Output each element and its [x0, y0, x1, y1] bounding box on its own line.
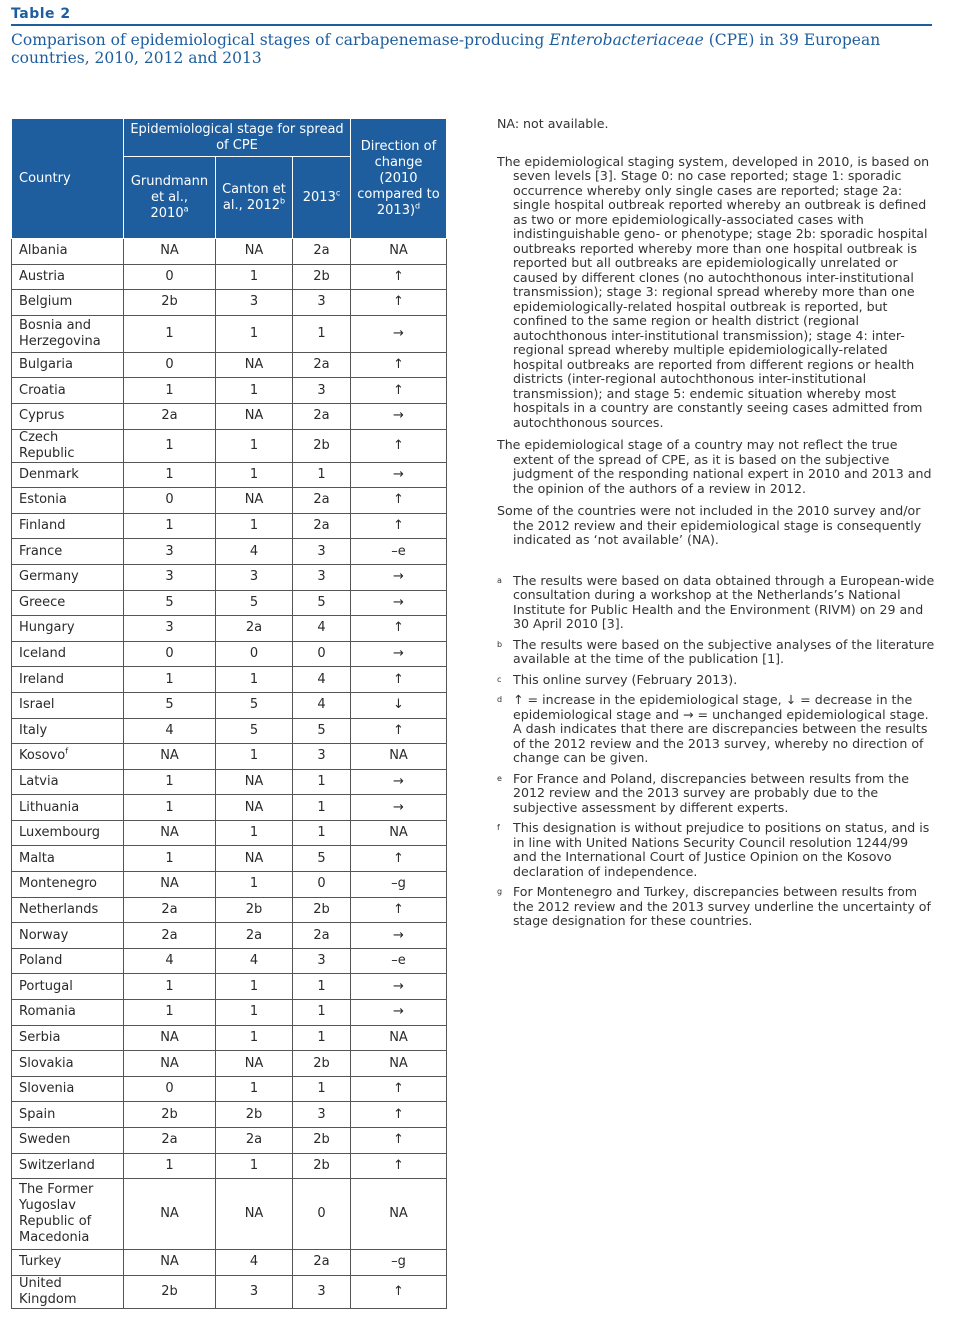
table-row — [12, 239, 447, 265]
title-rule — [11, 24, 932, 26]
footnote-mark: f — [497, 823, 500, 832]
cell-2013: 3 — [293, 948, 351, 974]
cell-grundmann: 4 — [124, 948, 216, 974]
table-row — [12, 923, 447, 949]
cell-2013: 3 — [293, 378, 351, 404]
cell-direction: ↑ — [351, 846, 447, 872]
cell-country: Greece — [12, 590, 124, 616]
cell-grundmann: 1 — [124, 974, 216, 1000]
cell-grundmann: 2b — [124, 1102, 216, 1128]
cell-direction: ↑ — [351, 1153, 447, 1179]
header-2013: 2013$^c$ — [293, 157, 351, 239]
table-row — [12, 1250, 447, 1276]
cell-grundmann: 1 — [124, 462, 216, 488]
cell-2013: 3 — [293, 564, 351, 590]
cell-country: Germany — [12, 564, 124, 590]
cell-grundmann: 3 — [124, 539, 216, 565]
table-row — [12, 352, 447, 378]
cell-country: Estonia — [12, 488, 124, 514]
cell-direction: –e — [351, 539, 447, 565]
table-row — [12, 264, 447, 290]
cell-country: Czech Republic — [12, 429, 124, 462]
cell-country: Latvia — [12, 769, 124, 795]
cell-grundmann: 1 — [124, 1000, 216, 1026]
table-row — [12, 744, 447, 770]
cell-grundmann: 2a — [124, 923, 216, 949]
cell-canton: 1 — [216, 744, 293, 770]
cell-country: Turkey — [12, 1250, 124, 1276]
table-row — [12, 820, 447, 846]
cell-grundmann: 4 — [124, 718, 216, 744]
footnote-b — [497, 638, 935, 667]
cell-grundmann: NA — [124, 1250, 216, 1276]
cell-direction: NA — [351, 744, 447, 770]
cell-2013: 3 — [293, 1275, 351, 1308]
table-label: Table 2 — [11, 6, 71, 22]
cell-canton: 2a — [216, 616, 293, 642]
cell-2013: 1 — [293, 315, 351, 352]
cell-country: Sweden — [12, 1128, 124, 1154]
table-row — [12, 590, 447, 616]
cell-country: France — [12, 539, 124, 565]
table-row — [12, 641, 447, 667]
cell-grundmann: 0 — [124, 488, 216, 514]
cell-grundmann: NA — [124, 820, 216, 846]
cell-country: United Kingdom — [12, 1275, 124, 1308]
cell-canton: 1 — [216, 378, 293, 404]
table-row — [12, 1179, 447, 1250]
cell-2013: 2b — [293, 1128, 351, 1154]
cell-grundmann: 0 — [124, 1076, 216, 1102]
note-staging-system: The epidemiological staging system, developed in 2010, is based on seven levels [3]. Stage 0: no case reported; stage 1: sporadic occurrence whereby only single cases are reported; stage 2a: single hospital outbreak reported whereby an outbreak is defined as two or more epidemiologically-associated cases with indistinguishable geno- or phenotype; stage 2b: sporadic hospital outbreaks reported whereby more than one hospital outbreak is reported but all outbreaks are epidemiologically unrelated or caused by different clones (no autochthonous inter-institutional transmission); stage 3: regional spread whereby more than one epidemiologically-related hospital outbreak is reported, but confined to the same region or health district (regional autochthonous inter-institutional transmission); stage 4: inter-regional spread whereby multiple epidemiologically-related hospital outbreaks are reported from different regions or health districts (inter-regional autochthonous inter-institutional transmission); and stage 5: endemic situation whereby most hospitals in a country are constantly seeing cases admitted from autochthonous sources. — [497, 153, 930, 430]
cell-2013: 2a — [293, 488, 351, 514]
cell-direction: ↓ — [351, 692, 447, 718]
cell-grundmann: NA — [124, 1025, 216, 1051]
cell-canton: 0 — [216, 641, 293, 667]
cell-canton: 5 — [216, 718, 293, 744]
cell-2013: 1 — [293, 974, 351, 1000]
cell-country: Lithuania — [12, 795, 124, 821]
cell-direction: ↑ — [351, 429, 447, 462]
cell-2013: 1 — [293, 1000, 351, 1026]
cell-country: Luxembourg — [12, 820, 124, 846]
cell-country: Bosnia and Herzegovina — [12, 315, 124, 352]
table-row — [12, 429, 447, 462]
cell-direction: → — [351, 590, 447, 616]
table-row — [12, 403, 447, 429]
cell-country: Serbia — [12, 1025, 124, 1051]
footnote-text: ↑ = increase in the epidemiological stage, ↓ = decrease in the epidemiological stage and → = unchanged epidemiological stage. A dash indicates that there are discrepancies between the results of the 2012 review and the 2013 survey, whereby no direction of change can be given. — [513, 692, 929, 765]
header-canton: Canton et al., 2012$^b$ — [216, 157, 293, 239]
footnote-text: This online survey (February 2013). — [513, 671, 738, 687]
cell-direction: –e — [351, 948, 447, 974]
cell-direction: ↑ — [351, 488, 447, 514]
cell-2013: 1 — [293, 795, 351, 821]
cell-country: Austria — [12, 264, 124, 290]
cell-direction: –g — [351, 872, 447, 898]
cell-2013: 2a — [293, 403, 351, 429]
cell-canton: NA — [216, 1179, 293, 1250]
cell-canton: 1 — [216, 513, 293, 539]
cell-canton: NA — [216, 846, 293, 872]
table-row — [12, 488, 447, 514]
cell-direction: → — [351, 923, 447, 949]
cell-canton: 5 — [216, 692, 293, 718]
cell-canton: 1 — [216, 667, 293, 693]
table-row — [12, 315, 447, 352]
cell-country: Finland — [12, 513, 124, 539]
cell-grundmann: 1 — [124, 667, 216, 693]
header-grundmann: Grundmann et al., 2010$^a$ — [124, 157, 216, 239]
cell-canton: 1 — [216, 974, 293, 1000]
cell-grundmann: 2b — [124, 1275, 216, 1308]
cell-2013: 2a — [293, 513, 351, 539]
cell-2013: 1 — [293, 1076, 351, 1102]
note-stage-caveat: The epidemiological stage of a country may not reflect the true extent of the spread of CPE, as it is based on the subjective judgment of the responding national expert in 2010 and 2013 and the opinion of the authors of a review in 2012. — [497, 437, 932, 496]
cell-grundmann: 1 — [124, 315, 216, 352]
cell-canton: 1 — [216, 1153, 293, 1179]
table-row — [12, 1076, 447, 1102]
cell-2013: 2a — [293, 239, 351, 265]
cell-direction: NA — [351, 1051, 447, 1077]
cell-grundmann: 3 — [124, 616, 216, 642]
cell-grundmann: 2a — [124, 897, 216, 923]
cell-canton: 5 — [216, 590, 293, 616]
cell-country: Hungary — [12, 616, 124, 642]
cell-2013: 5 — [293, 590, 351, 616]
cell-grundmann: 5 — [124, 692, 216, 718]
cell-direction: ↑ — [351, 378, 447, 404]
cell-country: Belgium — [12, 290, 124, 316]
cell-country: Poland — [12, 948, 124, 974]
cell-country: Slovenia — [12, 1076, 124, 1102]
cell-2013: 1 — [293, 1025, 351, 1051]
cell-direction: NA — [351, 1179, 447, 1250]
cell-direction: NA — [351, 820, 447, 846]
cell-direction: ↑ — [351, 1275, 447, 1308]
cell-grundmann: 1 — [124, 429, 216, 462]
cell-direction: ↑ — [351, 1128, 447, 1154]
footnote-text: The results were based on data obtained through a European-wide consultation during a workshop at the Netherlands’s National Institute for Public Health and the Environment (RIVM) on 29 and 30 April 2010 [3]. — [513, 572, 935, 631]
cell-grundmann: 5 — [124, 590, 216, 616]
table-row — [12, 948, 447, 974]
cell-direction: ↑ — [351, 718, 447, 744]
cell-direction: ↑ — [351, 264, 447, 290]
table-row — [12, 1275, 447, 1308]
header-direction: Direction of change (2010 compared to 2013)$^d$ — [351, 119, 447, 239]
table-row — [12, 897, 447, 923]
cell-2013: 4 — [293, 616, 351, 642]
cell-direction: → — [351, 462, 447, 488]
cell-country: Montenegro — [12, 872, 124, 898]
footnote-a — [497, 574, 935, 632]
footnote-e — [497, 772, 935, 816]
table-row — [12, 290, 447, 316]
cell-country: Spain — [12, 1102, 124, 1128]
cell-country: Malta — [12, 846, 124, 872]
cell-country: Ireland — [12, 667, 124, 693]
cell-2013: 3 — [293, 1102, 351, 1128]
cell-country: Cyprus — [12, 403, 124, 429]
cell-2013: 5 — [293, 846, 351, 872]
cell-direction: NA — [351, 1025, 447, 1051]
table-row — [12, 378, 447, 404]
cell-grundmann: 1 — [124, 795, 216, 821]
cell-canton: 1 — [216, 315, 293, 352]
cell-grundmann: 0 — [124, 352, 216, 378]
notes-panel — [497, 117, 935, 935]
cell-country: Norway — [12, 923, 124, 949]
cell-country: Croatia — [12, 378, 124, 404]
cell-canton: 2a — [216, 923, 293, 949]
footnote-mark: e — [497, 773, 502, 783]
cell-direction: ↑ — [351, 352, 447, 378]
cell-country: Kosovo$^f$ — [12, 744, 124, 770]
cell-country: Iceland — [12, 641, 124, 667]
cell-grundmann: 0 — [124, 641, 216, 667]
table-row — [12, 1102, 447, 1128]
table-row — [12, 1128, 447, 1154]
cell-grundmann: 0 — [124, 264, 216, 290]
cell-direction: NA — [351, 239, 447, 265]
table-row — [12, 692, 447, 718]
table-body — [12, 239, 447, 1309]
cell-grundmann: 1 — [124, 513, 216, 539]
cell-country: Romania — [12, 1000, 124, 1026]
footnote-text: For France and Poland, discrepancies between results from the 2012 review and the 2013 survey are probably due to the subjective assessment by different experts. — [513, 770, 909, 815]
cell-grundmann: NA — [124, 239, 216, 265]
cell-canton: 1 — [216, 820, 293, 846]
cell-canton: 2b — [216, 1102, 293, 1128]
footnotes — [497, 574, 935, 929]
cell-direction: ↑ — [351, 1076, 447, 1102]
cell-country: Netherlands — [12, 897, 124, 923]
country-footnote-mark: f — [65, 747, 69, 757]
cell-grundmann: 1 — [124, 378, 216, 404]
cell-canton: NA — [216, 403, 293, 429]
footnote-mark: g — [497, 887, 503, 896]
footnote-c — [497, 673, 935, 688]
footnote-mark: d — [497, 695, 503, 704]
cell-canton: 3 — [216, 1275, 293, 1308]
cell-country: Israel — [12, 692, 124, 718]
footnote-mark: a — [497, 575, 502, 585]
cell-canton: 4 — [216, 539, 293, 565]
cell-canton: NA — [216, 795, 293, 821]
footnote-d — [497, 693, 935, 766]
cell-canton: 4 — [216, 1250, 293, 1276]
cell-grundmann: NA — [124, 1051, 216, 1077]
cell-direction: ↑ — [351, 616, 447, 642]
table-row — [12, 1000, 447, 1026]
cell-2013: 2a — [293, 352, 351, 378]
cell-grundmann: 2b — [124, 290, 216, 316]
cell-grundmann: 2a — [124, 1128, 216, 1154]
cell-canton: NA — [216, 1051, 293, 1077]
table-row — [12, 616, 447, 642]
table-row — [12, 769, 447, 795]
cell-2013: 0 — [293, 641, 351, 667]
cell-canton: NA — [216, 769, 293, 795]
table-row — [12, 872, 447, 898]
cell-direction: ↑ — [351, 897, 447, 923]
cell-direction: → — [351, 564, 447, 590]
cell-country: The Former Yugoslav Republic of Macedonia — [12, 1179, 124, 1250]
table-caption: Comparison of epidemiological stages of carbapenemase-producing Enterobacteriaceae (CPE) in 39 European countries, 2010, 2012 and 2013 — [11, 31, 881, 67]
cell-direction: → — [351, 795, 447, 821]
cell-direction: → — [351, 974, 447, 1000]
table-row — [12, 564, 447, 590]
cell-2013: 1 — [293, 769, 351, 795]
cell-grundmann: 1 — [124, 1153, 216, 1179]
footnote-g — [497, 885, 935, 929]
cell-direction: ↑ — [351, 667, 447, 693]
cell-canton: 3 — [216, 290, 293, 316]
cell-2013: 0 — [293, 1179, 351, 1250]
table-row — [12, 795, 447, 821]
table-row — [12, 974, 447, 1000]
cell-grundmann: NA — [124, 1179, 216, 1250]
cell-2013: 4 — [293, 692, 351, 718]
cell-2013: 0 — [293, 872, 351, 898]
table-row — [12, 1051, 447, 1077]
cell-direction: ↑ — [351, 290, 447, 316]
footnote-text: This designation is without prejudice to positions on status, and is in line with United Nations Security Council resolution 1244/99 and the International Court of Justice Opinion on the Kosovo declaration of independence. — [513, 820, 930, 879]
cell-2013: 5 — [293, 718, 351, 744]
cell-canton: 1 — [216, 264, 293, 290]
cell-canton: NA — [216, 488, 293, 514]
cell-direction: → — [351, 641, 447, 667]
cell-2013: 2b — [293, 1153, 351, 1179]
footnote-mark: c — [497, 674, 502, 684]
cell-grundmann: NA — [124, 872, 216, 898]
footnote-mark: b — [497, 639, 503, 649]
cell-grundmann: NA — [124, 744, 216, 770]
cell-2013: 3 — [293, 744, 351, 770]
cell-country: Switzerland — [12, 1153, 124, 1179]
cell-2013: 1 — [293, 462, 351, 488]
cell-2013: 2b — [293, 897, 351, 923]
cell-country: Bulgaria — [12, 352, 124, 378]
footnote-f — [497, 821, 935, 879]
cell-2013: 2b — [293, 1051, 351, 1077]
cell-grundmann: 3 — [124, 564, 216, 590]
cell-country: Portugal — [12, 974, 124, 1000]
note-na: NA: not available. — [497, 116, 609, 131]
table-row — [12, 846, 447, 872]
cell-canton: 3 — [216, 564, 293, 590]
cell-canton: 1 — [216, 429, 293, 462]
table-row — [12, 667, 447, 693]
header-country: Country — [12, 119, 124, 239]
table-row — [12, 539, 447, 565]
footnote-text: The results were based on the subjective analyses of the literature available at the time of the publication [1]. — [513, 636, 935, 666]
cell-direction: → — [351, 403, 447, 429]
cell-canton: 4 — [216, 948, 293, 974]
cell-direction: ↑ — [351, 1102, 447, 1128]
table-row — [12, 1153, 447, 1179]
cell-2013: 3 — [293, 539, 351, 565]
cell-country: Denmark — [12, 462, 124, 488]
cell-country: Slovakia — [12, 1051, 124, 1077]
header-stage-group: Epidemiological stage for spread of CPE — [124, 119, 351, 157]
cell-grundmann: 2a — [124, 403, 216, 429]
cell-canton: 1 — [216, 1025, 293, 1051]
footnote-text: For Montenegro and Turkey, discrepancies between results from the 2012 review and the 2013 survey underline the uncertainty of stage designation for these countries. — [513, 884, 931, 928]
table-row — [12, 718, 447, 744]
cell-canton: NA — [216, 352, 293, 378]
cell-country: Italy — [12, 718, 124, 744]
cell-grundmann: 1 — [124, 769, 216, 795]
cell-direction: → — [351, 315, 447, 352]
cell-direction: ↑ — [351, 513, 447, 539]
cell-direction: → — [351, 769, 447, 795]
cell-2013: 1 — [293, 820, 351, 846]
cell-direction: –g — [351, 1250, 447, 1276]
cell-2013: 2a — [293, 1250, 351, 1276]
cell-canton: 1 — [216, 1076, 293, 1102]
cell-canton: 1 — [216, 1000, 293, 1026]
cell-2013: 2b — [293, 429, 351, 462]
cell-direction: → — [351, 1000, 447, 1026]
cell-canton: NA — [216, 239, 293, 265]
table-row — [12, 1025, 447, 1051]
cell-canton: 1 — [216, 872, 293, 898]
table-row — [12, 462, 447, 488]
cell-2013: 4 — [293, 667, 351, 693]
table-row — [12, 513, 447, 539]
cell-2013: 2a — [293, 923, 351, 949]
cell-canton: 1 — [216, 462, 293, 488]
cell-2013: 3 — [293, 290, 351, 316]
note-not-included: Some of the countries were not included in the 2010 survey and/or the 2012 review and their epidemiological stage is consequently indicated as ‘not available’ (NA). — [497, 503, 922, 547]
cell-country: Albania — [12, 239, 124, 265]
cell-grundmann: 1 — [124, 846, 216, 872]
cell-canton: 2b — [216, 897, 293, 923]
cell-2013: 2b — [293, 264, 351, 290]
cell-canton: 2a — [216, 1128, 293, 1154]
cpe-stage-table — [11, 118, 447, 1309]
